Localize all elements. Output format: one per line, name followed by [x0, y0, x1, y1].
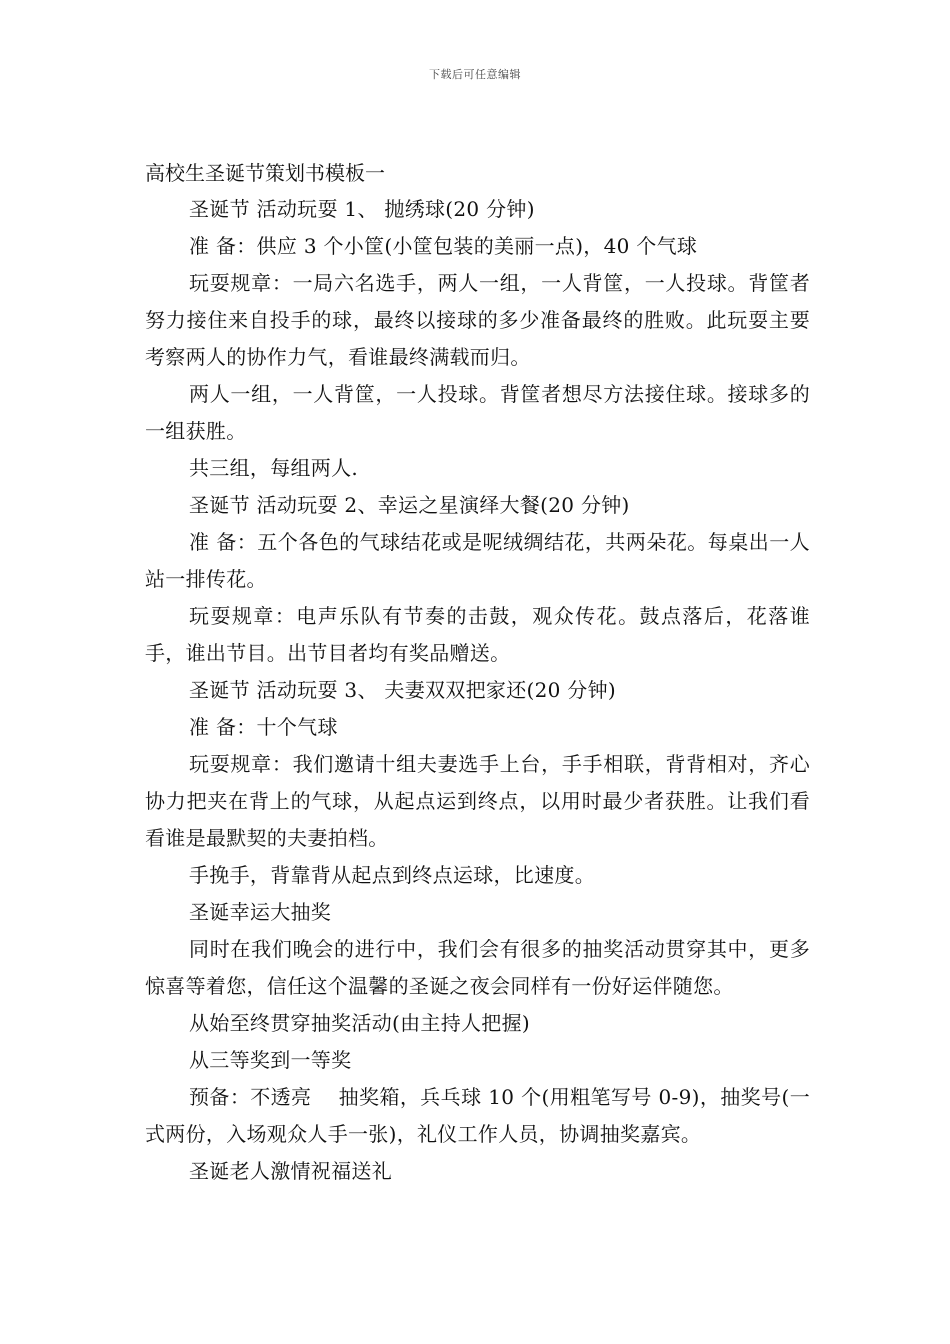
paragraph-game-2-rules: 玩耍规章：电声乐队有节奏的击鼓，观众传花。鼓点落后，花落谁手，谁出节目。出节目者均有奖品赠送。 [145, 604, 810, 665]
paragraph-game-1-rules: 玩耍规章：一局六名选手，两人一组，一人背筐，一人投球。背筐者努力接住来自投手的球，最终以接球的多少准备最终的胜败。此玩耍主要考察两人的协作力气，看谁最终满载而归。 [145, 271, 810, 369]
paragraph-lottery-intro: 同时在我们晚会的进行中，我们会有很多的抽奖活动贯穿其中，更多惊喜等着您，信任这个温馨的圣诞之夜会同样有一份好运伴随您。 [145, 937, 810, 998]
page-header-note: 下载后可任意编辑 [429, 68, 521, 81]
paragraph-lottery-heading: 圣诞幸运大抽奖 [189, 900, 332, 924]
paragraph-game-3-summary: 手挽手，背靠背从起点到终点运球，比速度。 [189, 863, 595, 887]
paragraph-game-1-summary: 两人一组，一人背筐，一人投球。背筐者想尽方法接住球。接球多的一组获胜。 [145, 382, 810, 443]
paragraph-game-3-rules: 玩耍规章：我们邀请十组夫妻选手上台，手手相联，背背相对，齐心协力把夹在背上的气球，从起点运到终点，以用时最少者获胜。让我们看看谁是最默契的夫妻拍档。 [145, 752, 810, 850]
paragraph-game-1-prep: 准 备：供应 3 个小筐(小筐包装的美丽一点)，40 个气球 [189, 234, 698, 258]
paragraph-lottery-prep: 预备：不透亮 抽奖箱，兵乓球 10 个(用粗笔写号 0-9)，抽奖号(一式两份，入场观众人手一张)，礼仪工作人员，协调抽奖嘉宾。 [145, 1085, 810, 1146]
document-body [145, 155, 810, 1190]
paragraph-lottery-prizes: 从三等奖到一等奖 [189, 1048, 352, 1072]
paragraph-lottery-host: 从始至终贯穿抽奖活动(由主持人把握) [189, 1011, 531, 1035]
paragraph-game-3-prep: 准 备：十个气球 [189, 715, 338, 739]
paragraph-santa-heading: 圣诞老人激情祝福送礼 [189, 1159, 392, 1183]
paragraph-game-1-heading: 圣诞节 活动玩耍 1、 抛绣球(20 分钟) [189, 197, 535, 221]
paragraph-game-2-heading: 圣诞节 活动玩耍 2、幸运之星演绎大餐(20 分钟) [189, 493, 630, 517]
paragraph-game-1-groups: 共三组，每组两人. [189, 456, 359, 480]
paragraph-game-3-heading: 圣诞节 活动玩耍 3、 夫妻双双把家还(20 分钟) [189, 678, 617, 702]
document-title: 高校生圣诞节策划书模板一 [145, 161, 385, 185]
paragraph-game-2-prep: 准 备：五个各色的气球结花或是呢绒绸结花，共两朵花。每桌出一人站一排传花。 [145, 530, 810, 591]
